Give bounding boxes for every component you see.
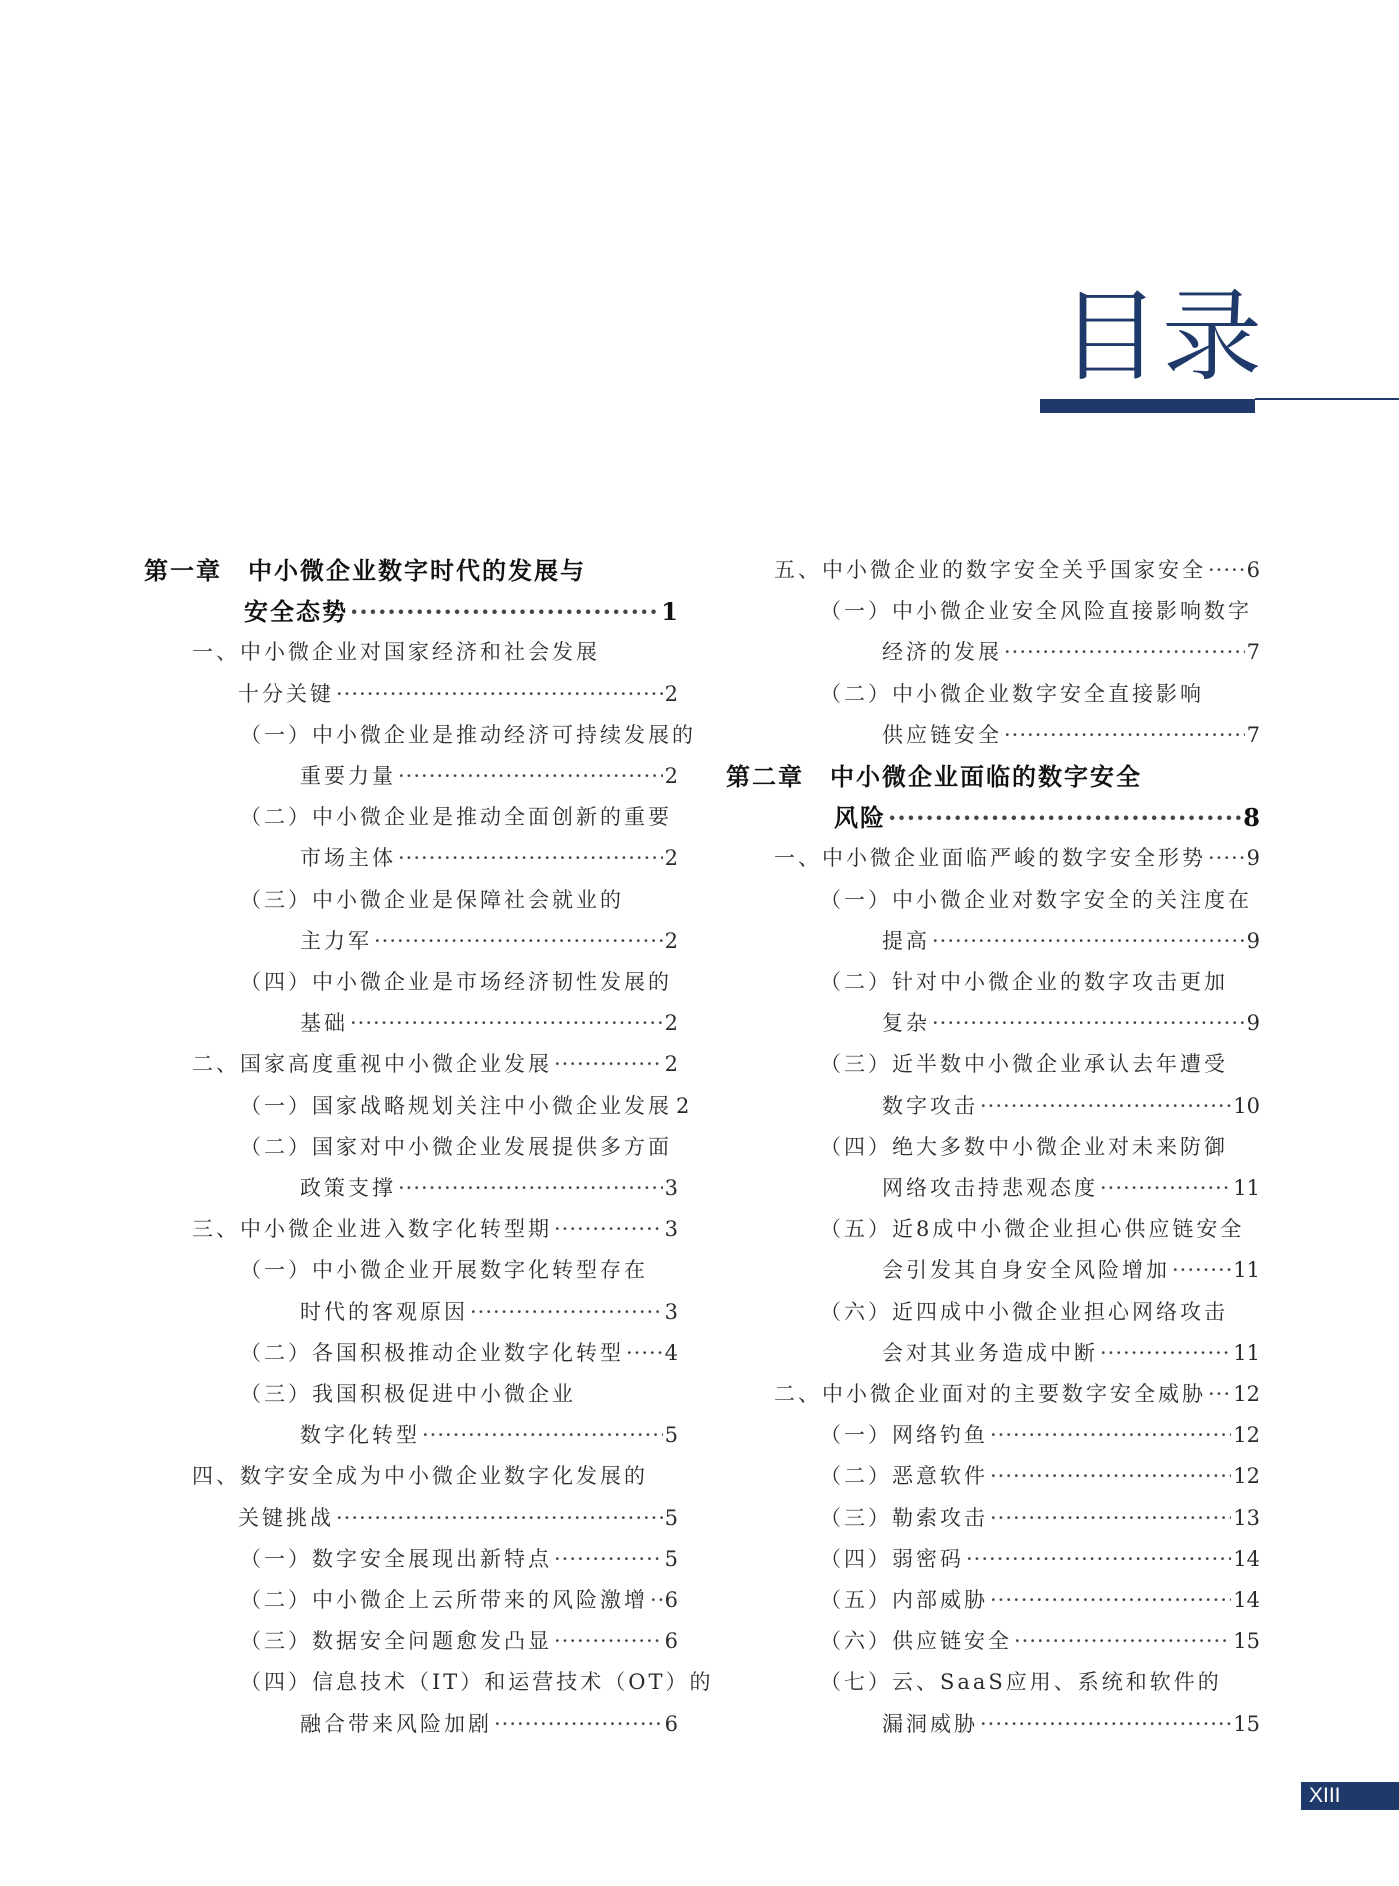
toc-page-number: 3 (664, 1300, 678, 1324)
toc-entry (240, 1250, 648, 1291)
toc-entry-text: 供应链安全 (882, 723, 1002, 747)
toc-entry (882, 715, 1260, 756)
toc-entry-text: 十分关键 (238, 682, 334, 706)
toc-entry (300, 1168, 678, 1209)
toc-entry-text: （一）中小微企业开展数字化转型存在 (240, 1258, 648, 1282)
toc-leader-dots (990, 1415, 1231, 1456)
toc-entry-text: 基础 (300, 1011, 348, 1035)
toc-entry (240, 1127, 672, 1168)
toc-leader-dots (990, 1498, 1231, 1539)
toc-page-number: 15 (1233, 1629, 1260, 1653)
toc-entry-text: （六）供应链安全 (820, 1629, 1012, 1653)
toc-entry-text: （四）绝大多数中小微企业对未来防御 (820, 1135, 1228, 1159)
toc-entry-text: （一）国家战略规划关注中小微企业发展 (240, 1094, 672, 1118)
toc-entry-text: 第二章 中小微企业面临的数字安全 (726, 762, 1142, 791)
toc-entry-text: 关键挑战 (238, 1506, 334, 1530)
toc-entry (192, 1044, 678, 1085)
toc-entry (882, 1086, 1260, 1127)
toc-entry (300, 921, 678, 962)
toc-page-number: 2 (664, 929, 678, 953)
toc-entry-text: （一）中小微企业是推动经济可持续发展的 (240, 723, 696, 747)
toc-entry-text: （五）近8成中小微企业担心供应链安全 (820, 1217, 1245, 1241)
toc-entry (820, 1292, 1228, 1333)
toc-entry (300, 1704, 678, 1745)
toc-leader-dots (980, 1704, 1231, 1745)
toc-entry-text: （一）中小微企业对数字安全的关注度在 (820, 888, 1252, 912)
toc-entry-text: 政策支撑 (300, 1176, 396, 1200)
toc-leader-dots (980, 1086, 1231, 1127)
toc-entry-text: 三、中小微企业进入数字化转型期 (192, 1217, 552, 1241)
toc-entry (240, 880, 624, 921)
toc-entry-text: 四、数字安全成为中小微企业数字化发展的 (192, 1464, 648, 1488)
toc-entry (238, 674, 678, 715)
toc-leader-dots (1208, 550, 1245, 591)
toc-page-number: 12 (1233, 1423, 1260, 1447)
toc-page-number: 2 (664, 1052, 678, 1076)
toc-entry (820, 1456, 1260, 1497)
toc-entry (774, 838, 1260, 879)
toc-entry-text: 第一章 中小微企业数字时代的发展与 (144, 556, 586, 585)
toc-page-number: 14 (1233, 1547, 1260, 1571)
toc-entry-text: （二）恶意软件 (820, 1464, 988, 1488)
toc-page-number: 2 (664, 1011, 678, 1035)
toc-entry (820, 1621, 1260, 1662)
toc-entry (820, 674, 1204, 715)
toc-leader-dots (932, 921, 1245, 962)
toc-page-number: 10 (1233, 1094, 1260, 1118)
toc-entry (820, 591, 1252, 632)
toc-entry (820, 1209, 1244, 1250)
title-rule (1255, 398, 1399, 400)
toc-entry-text: （一）数字安全展现出新特点 (240, 1547, 552, 1571)
toc-entry-text: （一）网络钓鱼 (820, 1423, 988, 1447)
toc-entry (820, 1580, 1260, 1621)
toc-entry (882, 1003, 1260, 1044)
toc-entry-text: （三）勒索攻击 (820, 1506, 988, 1530)
toc-leader-dots (1100, 1168, 1231, 1209)
toc-entry (882, 1333, 1260, 1374)
toc-leader-dots (336, 674, 663, 715)
toc-page-number: 7 (1246, 723, 1260, 747)
toc-entry-text: 提高 (882, 929, 930, 953)
toc-entry (244, 591, 678, 632)
toc-entry-text: （二）针对中小微企业的数字攻击更加 (820, 970, 1228, 994)
toc-page-number: 2 (664, 682, 678, 706)
toc-entry-text: 一、中小微企业面临严峻的数字安全形势 (774, 846, 1206, 870)
toc-leader-dots (990, 1456, 1231, 1497)
toc-leader-dots (350, 591, 659, 632)
toc-entry-text: 风险 (834, 803, 886, 832)
toc-entry (820, 880, 1252, 921)
toc-leader-dots (650, 1580, 663, 1621)
toc-entry (820, 1044, 1228, 1085)
toc-page-number: 12 (1233, 1464, 1260, 1488)
toc-entry (192, 632, 600, 673)
toc-leader-dots (470, 1292, 663, 1333)
toc-entry (240, 1662, 714, 1703)
toc-entry-text: 数字攻击 (882, 1094, 978, 1118)
page-number-badge: XIII (1301, 1782, 1399, 1810)
toc-entry (240, 962, 672, 1003)
toc-entry-text: 会对其业务造成中断 (882, 1341, 1098, 1365)
toc-page-number: 7 (1246, 640, 1260, 664)
toc-entry-text: 融合带来风险加剧 (300, 1712, 492, 1736)
toc-page-number: 3 (664, 1176, 678, 1200)
toc-entry (820, 1498, 1260, 1539)
toc-leader-dots (398, 756, 663, 797)
toc-leader-dots (1014, 1621, 1231, 1662)
toc-page-number: 5 (664, 1423, 678, 1447)
toc-page-number: 6 (664, 1629, 678, 1653)
toc-leader-dots (1100, 1333, 1231, 1374)
toc-page-number: 12 (1233, 1382, 1260, 1406)
toc-entry (882, 1168, 1260, 1209)
toc-page-number: 9 (1246, 846, 1260, 870)
toc-entry (300, 838, 678, 879)
toc-entry-text: （二）国家对中小微企业发展提供多方面 (240, 1135, 672, 1159)
toc-leader-dots (554, 1044, 663, 1085)
toc-entry (820, 1415, 1260, 1456)
toc-page-number: 5 (664, 1506, 678, 1530)
toc-page-number: 8 (1243, 803, 1260, 832)
toc-entry (300, 1292, 678, 1333)
toc-leader-dots (1208, 1374, 1231, 1415)
toc-page-number: 13 (1233, 1506, 1260, 1530)
toc-entry (820, 1539, 1260, 1580)
toc-entry-text: （一）中小微企业安全风险直接影响数字 (820, 599, 1252, 623)
toc-entry (240, 1539, 678, 1580)
toc-page-number: 5 (664, 1547, 678, 1571)
toc-entry (240, 1374, 576, 1415)
toc-page-number: 3 (664, 1217, 678, 1241)
toc-page-number: 11 (1233, 1341, 1260, 1365)
toc-entry (300, 756, 678, 797)
toc-entry (240, 1621, 678, 1662)
title-underline-bar (1040, 399, 1255, 413)
toc-entry (774, 550, 1260, 591)
toc-page-number: 1 (661, 597, 678, 626)
toc-page-number: 2 (664, 764, 678, 788)
toc-entry (882, 921, 1260, 962)
toc-leader-dots (1208, 838, 1245, 879)
toc-page-number: 6 (664, 1712, 678, 1736)
toc-entry (240, 1580, 678, 1621)
toc-leader-dots (350, 1003, 663, 1044)
toc-entry (240, 797, 672, 838)
toc-entry-text: 经济的发展 (882, 640, 1002, 664)
toc-entry-text: 复杂 (882, 1011, 930, 1035)
toc-entry-text: 市场主体 (300, 846, 396, 870)
toc-entry (774, 1374, 1260, 1415)
toc-entry-text: 数字化转型 (300, 1423, 420, 1447)
toc-entry-text: （四）信息技术（IT）和运营技术（OT）的 (240, 1670, 714, 1694)
toc-leader-dots (336, 1498, 663, 1539)
toc-leader-dots (1004, 715, 1245, 756)
toc-page-number: 4 (664, 1341, 678, 1365)
toc-leader-dots (494, 1704, 663, 1745)
toc-leader-dots (554, 1621, 663, 1662)
toc-page-number: 2 (664, 846, 678, 870)
toc-entry-text: （六）近四成中小微企业担心网络攻击 (820, 1300, 1228, 1324)
toc-page-number: 15 (1233, 1712, 1260, 1736)
toc-entry (882, 1250, 1260, 1291)
toc-entry (240, 715, 696, 756)
toc-entry-text: （七）云、SaaS应用、系统和软件的 (820, 1670, 1222, 1694)
toc-entry (300, 1003, 678, 1044)
toc-entry-text: （五）内部威胁 (820, 1588, 988, 1612)
toc-leader-dots (626, 1333, 663, 1374)
toc-entry (834, 797, 1260, 838)
toc-leader-dots (554, 1209, 663, 1250)
toc-entry-text: （三）数据安全问题愈发凸显 (240, 1629, 552, 1653)
toc-entry-text: （四）弱密码 (820, 1547, 964, 1571)
toc-entry-text: 二、中小微企业面对的主要数字安全威胁 (774, 1382, 1206, 1406)
toc-leader-dots (966, 1539, 1231, 1580)
toc-entry-text: 五、中小微企业的数字安全关乎国家安全 (774, 558, 1206, 582)
toc-entry-text: （四）中小微企业是市场经济韧性发展的 (240, 970, 672, 994)
toc-leader-dots (932, 1003, 1245, 1044)
toc-entry-text: 网络攻击持悲观态度 (882, 1176, 1098, 1200)
toc-entry-text: 重要力量 (300, 764, 396, 788)
toc-page-number: 6 (1246, 558, 1260, 582)
toc-entry (820, 1662, 1222, 1703)
toc-leader-dots (990, 1580, 1231, 1621)
toc-entry (192, 1209, 678, 1250)
toc-entry-text: （三）中小微企业是保障社会就业的 (240, 888, 624, 912)
toc-entry-text: 主力军 (300, 929, 372, 953)
toc-leader-dots (1004, 632, 1245, 673)
toc-entry-text: 漏洞威胁 (882, 1712, 978, 1736)
toc-entry (820, 962, 1228, 1003)
toc-page-number: 2 (676, 1094, 690, 1118)
toc-entry-text: （二）中小微企业是推动全面创新的重要 (240, 805, 672, 829)
toc-entry (238, 1498, 678, 1539)
toc-entry (882, 632, 1260, 673)
toc-entry (240, 1086, 690, 1127)
toc-entry-text: 会引发其自身安全风险增加 (882, 1258, 1170, 1282)
toc-leader-dots (374, 921, 663, 962)
toc-entry-text: （二）中小微企业数字安全直接影响 (820, 682, 1204, 706)
toc-page-number: 11 (1233, 1258, 1260, 1282)
toc-entry (726, 756, 1142, 797)
toc-page-number: 9 (1246, 929, 1260, 953)
toc-entry-text: （三）我国积极促进中小微企业 (240, 1382, 576, 1406)
toc-page-number: 11 (1233, 1176, 1260, 1200)
toc-entry (300, 1415, 678, 1456)
toc-entry (240, 1333, 678, 1374)
toc-leader-dots (398, 838, 663, 879)
toc-entry (882, 1704, 1260, 1745)
toc-leader-dots (888, 797, 1241, 838)
toc-entry (192, 1456, 648, 1497)
toc-leader-dots (422, 1415, 663, 1456)
toc-entry-text: （三）近半数中小微企业承认去年遭受 (820, 1052, 1228, 1076)
toc-entry (144, 550, 586, 591)
toc-entry-text: （二）各国积极推动企业数字化转型 (240, 1341, 624, 1365)
toc-entry-text: 时代的客观原因 (300, 1300, 468, 1324)
toc-leader-dots (554, 1539, 663, 1580)
toc-leader-dots (398, 1168, 663, 1209)
toc-entry (820, 1127, 1228, 1168)
toc-leader-dots (1172, 1250, 1231, 1291)
page-title: 目录 (1060, 278, 1264, 395)
toc-page-number: 6 (664, 1588, 678, 1612)
toc-entry-text: 安全态势 (244, 597, 348, 626)
toc-entry-text: 一、中小微企业对国家经济和社会发展 (192, 640, 600, 664)
toc-page-number: 9 (1246, 1011, 1260, 1035)
toc-entry-text: 二、国家高度重视中小微企业发展 (192, 1052, 552, 1076)
toc-page-number: 14 (1233, 1588, 1260, 1612)
toc-entry-text: （二）中小微企上云所带来的风险激增 (240, 1588, 648, 1612)
